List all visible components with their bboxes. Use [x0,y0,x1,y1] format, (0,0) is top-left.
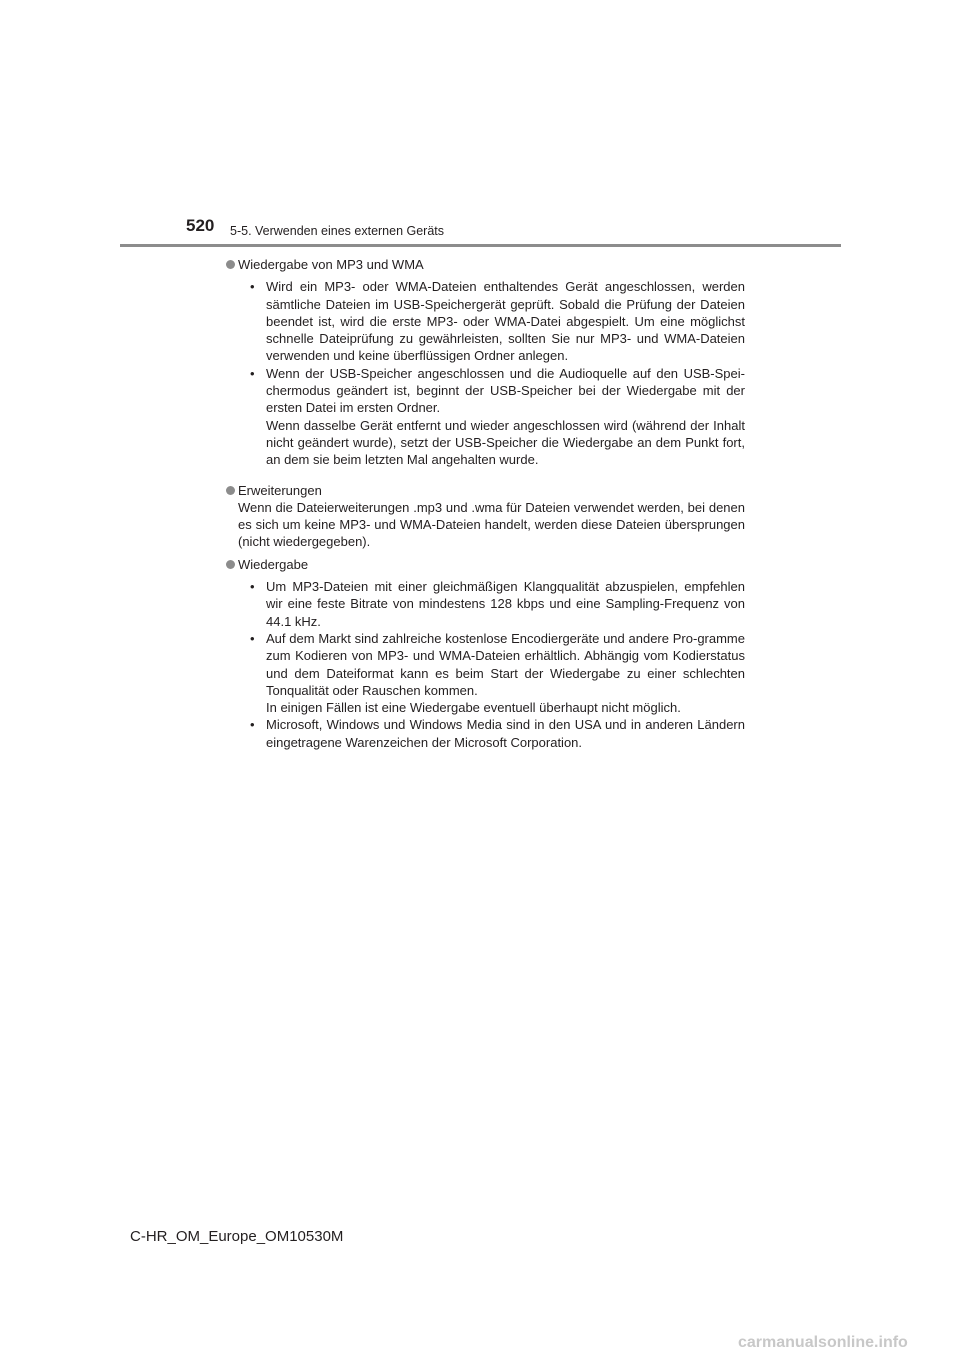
list-marker: • [250,279,255,295]
topic-title: Erweiterungen [238,482,322,498]
bullet-circle-icon [226,260,235,269]
list-marker: • [250,717,255,733]
topic-body: Wenn die Dateierweiterungen .mp3 und .wma für Dateien verwendet werden, bei denen es sich um keine MP3- und WMA-Dateien handelt, werden diese Dateien übersprungen (nicht wiedergegeben). [238,499,745,550]
list-marker: • [250,630,255,646]
list-item-text: Auf dem Markt sind zahlreiche kostenlose Encodiergeräte und andere Pro-gramme zum Kodieren von MP3- und WMA-Dateien erhältlich. Abhängig vom Kodierstatus und dem Dateiformat kann es beim Start der Wiedergabe zu einer schlechten Tonqualität oder Rauschen kommen. [266,630,745,698]
topic-erweiterungen [225,482,745,551]
content [225,256,745,764]
list-item [238,365,745,469]
topic-mp3-wma [225,256,745,469]
list-item [238,630,745,716]
topic-title: Wiedergabe [238,556,309,572]
list-item-text: Um MP3-Dateien mit einer gleichmäßigen Klangqualität abzuspielen, empfehlen wir eine feste Bitrate von mindestens 128 kbps und eine Sampling-Frequenz von 44.1 kHz. [266,579,745,629]
list-item-text: Wenn dasselbe Gerät entfernt und wieder angeschlossen wird (während der Inhalt nicht geändert wurde), setzt der USB-Speicher die Wiedergabe an dem Punkt fort, an dem sie beim letzten Mal angehalten wurde. [266,417,745,468]
topic-title: Wiedergabe von MP3 und WMA [238,257,424,272]
list-marker: • [250,365,255,381]
header-rule [120,244,841,247]
sub-list [238,578,745,751]
watermark: carmanualsonline.info [738,1334,908,1351]
list-item [238,278,745,364]
footer-doc-code: C-HR_OM_Europe_OM10530M [130,1228,344,1245]
list-item-text: In einigen Fällen ist eine Wiedergabe eventuell überhaupt nicht möglich. [266,700,681,716]
topic-wiedergabe [225,556,745,751]
list-item [238,578,745,630]
list-item-text: Microsoft, Windows und Windows Media sind in den USA und in anderen Ländern eingetragene Warenzeichen der Microsoft Corporation. [266,717,745,750]
bullet-circle-icon [226,486,235,495]
list-item [238,716,745,751]
list-item-text: Wenn der USB-Speicher angeschlossen und die Audioquelle auf den USB-Spei-chermodus geändert ist, beginnt der USB-Speicher bei der Wiedergabe mit der ersten Datei im ersten Ordner. [266,365,745,416]
list-marker: • [250,579,255,595]
page-number: 520 [186,216,215,235]
bullet-circle-icon [226,560,235,569]
sub-list [238,278,745,468]
section-title: 5-5. Verwenden eines externen Geräts [230,224,445,238]
list-item-text: Wird ein MP3- oder WMA-Dateien enthaltendes Gerät angeschlossen, werden sämtliche Dateien im USB-Speichergerät geprüft. Sobald die Prüfung der Dateien beendet ist, wird die erste MP3- oder WMA-Datei abgespielt. Um eine möglichst schnelle Dateiprüfung zu gewährleisten, sollten Sie nur MP3- und WMA-Dateien verwenden und keine überflüssigen Ordner anlegen. [266,279,745,364]
